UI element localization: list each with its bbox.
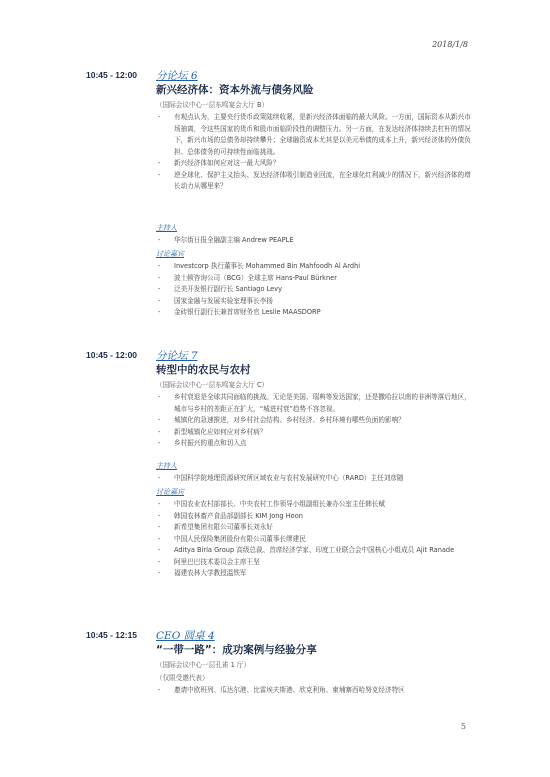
page-date: 2018/1/8 [432,40,468,49]
session-title: “一带一路”：成功案例与经验分享 [156,644,317,656]
list-item: - 中国科学院地理资源研究所区域农业与农村发展研究中心（RARD）主任刘彦随 [156,473,476,485]
session-time: 10:45 - 12:00 [86,350,138,360]
list-item: - 波士顿咨询公司（BCG）全球主席 Hans-Paul Bürkner [156,273,476,285]
session-label: 分论坛 7 [156,350,198,362]
list-item: - 乡村振兴的重点和切入点 [156,438,476,450]
session-venue: （国际会议中心一层孔雀 1 厅） [156,661,251,669]
list-item: - 福建农林大学教授温铁军 [156,568,476,580]
list-item: - 中国人民保险集团股份有限公司董事长缪建民 [156,534,476,546]
list-item: - Investcorp 执行董事长 Mohammed Bin Mahfoodh Al Ardhi [156,261,476,273]
guests-heading: 讨论嘉宾 [156,488,184,496]
list-item: - 新型城镇化应如何应对乡村病？ [156,427,476,439]
list-item: - 新兴经济体如何应对这一最大风险？ [156,158,476,170]
discussion-points [156,112,476,193]
host-list [156,235,476,247]
list-item: - 城镇化的急速推进，对乡村社会结构、乡村经济、乡村环境有哪些负面的影响？ [156,415,476,427]
session-label: 分论坛 6 [156,70,198,82]
list-item: - 邀请中欧班列、瓜达尔港、比雷埃夫斯港、欣克利角、柬埔寨西哈努克经济特区 [156,685,476,697]
page-number: 5 [460,722,466,731]
session-ceo-roundtable-4 [0,628,550,708]
list-item: - 乡村衰退是全球共同面临的挑战。无论是美国、瑞典等发达国家，还是撒哈拉以南的非洲等落后地区，城市与乡村的差距正在扩大，“城进村衰”趋势不容忽视。 [156,392,476,415]
session-venue: （国际会议中心一层东鸣宴会大厅 B） [156,101,269,109]
list-item: - 泛美开发银行副行长 Santiago Levy [156,284,476,296]
discussion-points [156,685,476,697]
session-note: （仅限受邀代表） [156,674,209,682]
session-title: 新兴经济体：资本外流与债务风险 [156,84,314,96]
session-forum-6 [0,68,550,338]
host-heading: 主持人 [156,224,177,232]
list-item: - 阿里巴巴技术委员会主席王坚 [156,557,476,569]
list-item: - 逆全球化、保护主义抬头、发达经济体吸引制造业回流，在全球化红利减少的情况下，新兴经济体的增长动力从哪里来？ [156,170,476,193]
session-time: 10:45 - 12:00 [86,70,138,80]
host-heading: 主持人 [156,462,177,470]
session-time: 10:45 - 12:15 [86,630,138,640]
session-title: 转型中的农民与农村 [156,364,251,376]
guests-heading: 讨论嘉宾 [156,250,184,258]
discussion-points [156,392,476,450]
list-item: - 有观点认为，主要央行货币政策陆续收紧，是新兴经济体面临的最大风险。一方面，国际资本从新兴市场抽离，令这些国家的货币和股市面临阶段性的调整压力。另一方面，在发达经济体持续去杠杆的情况下，新兴市场的总债务却持续攀升；全球融资成本尤其是以美元举债的成本上升，新兴经济体的外债负担、总体债务的可持续性面临挑战。 [156,112,476,158]
session-forum-7 [0,348,550,618]
list-item: - 韩国农林畜产食品部副部长 KIM Jong Hoon [156,511,476,523]
list-item: - 国家金融与发展实验室理事长李扬 [156,296,476,308]
list-item: - 华尔街日报全融副主编 Andrew PEAPLE [156,235,476,247]
list-item: - 金砖银行副行长兼首席财务官 Leslie MAASDORP [156,307,476,319]
list-item: - 中国农业农村部部长、中央农村工作领导小组副组长兼办公室主任韩长赋 [156,499,476,511]
host-list [156,473,476,485]
session-venue: （国际会议中心一层东鸣宴会大厅 C） [156,381,269,389]
session-label: CEO 圆桌 4 [156,630,215,642]
guest-list [156,261,476,319]
list-item: - 新希望集团有限公司董事长刘永好 [156,522,476,534]
list-item: - Aditya Birla Group 高级总裁、首席经济学家、印度工业联合会中国核心小组成员 Ajit Ranade [156,545,476,557]
guest-list [156,499,476,580]
